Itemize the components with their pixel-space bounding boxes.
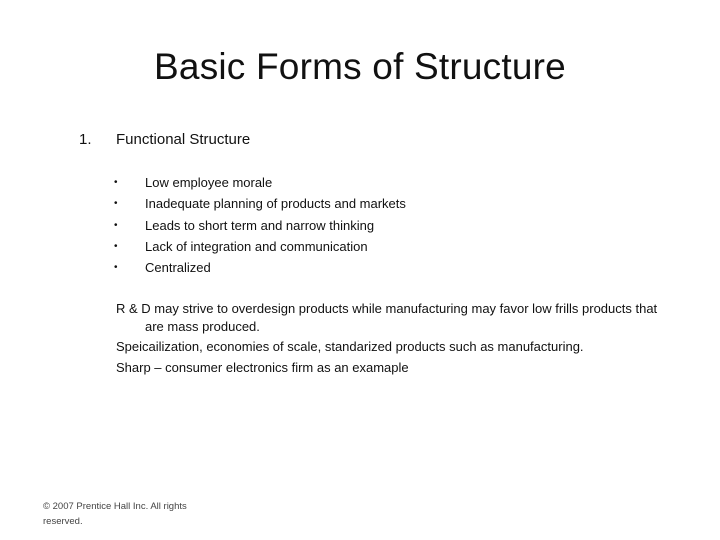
notes-block	[116, 300, 676, 379]
bullet-dot-icon: •	[114, 198, 118, 210]
bullet-dot-icon: •	[114, 262, 118, 274]
bullet-item	[114, 236, 406, 257]
bullet-item	[114, 193, 406, 214]
note-rnd: R & D may strive to overdesign products while manufacturing may favor low frills products that are mass produced.	[116, 301, 658, 334]
slide-title: Basic Forms of Structure	[154, 46, 566, 87]
copyright-footer: © 2007 Prentice Hall Inc. All rights reserved.	[43, 501, 187, 527]
bullet-item	[114, 215, 406, 236]
bullet-dot-icon: •	[114, 240, 118, 252]
bullet-text: Lack of integration and communication	[145, 238, 368, 254]
bullet-item	[114, 257, 406, 278]
bullet-dot-icon: •	[114, 177, 118, 188]
note-specialization: Speicailization, economies of scale, standarized products such as manufacturing.	[116, 339, 584, 354]
bullet-text: Leads to short term and narrow thinking	[145, 217, 375, 233]
bullet-item	[114, 172, 406, 193]
note-example: Sharp – consumer electronics firm as an examaple	[116, 359, 409, 375]
bullet-text: Centralized	[145, 260, 211, 276]
list-number: 1.	[79, 131, 92, 148]
bullet-text: Low employee morale	[145, 175, 273, 190]
bullet-list	[114, 172, 406, 278]
bullet-text: Inadequate planning of products and markets	[145, 196, 406, 212]
bullet-dot-icon: •	[114, 219, 118, 231]
section-heading: Functional Structure	[116, 131, 251, 148]
